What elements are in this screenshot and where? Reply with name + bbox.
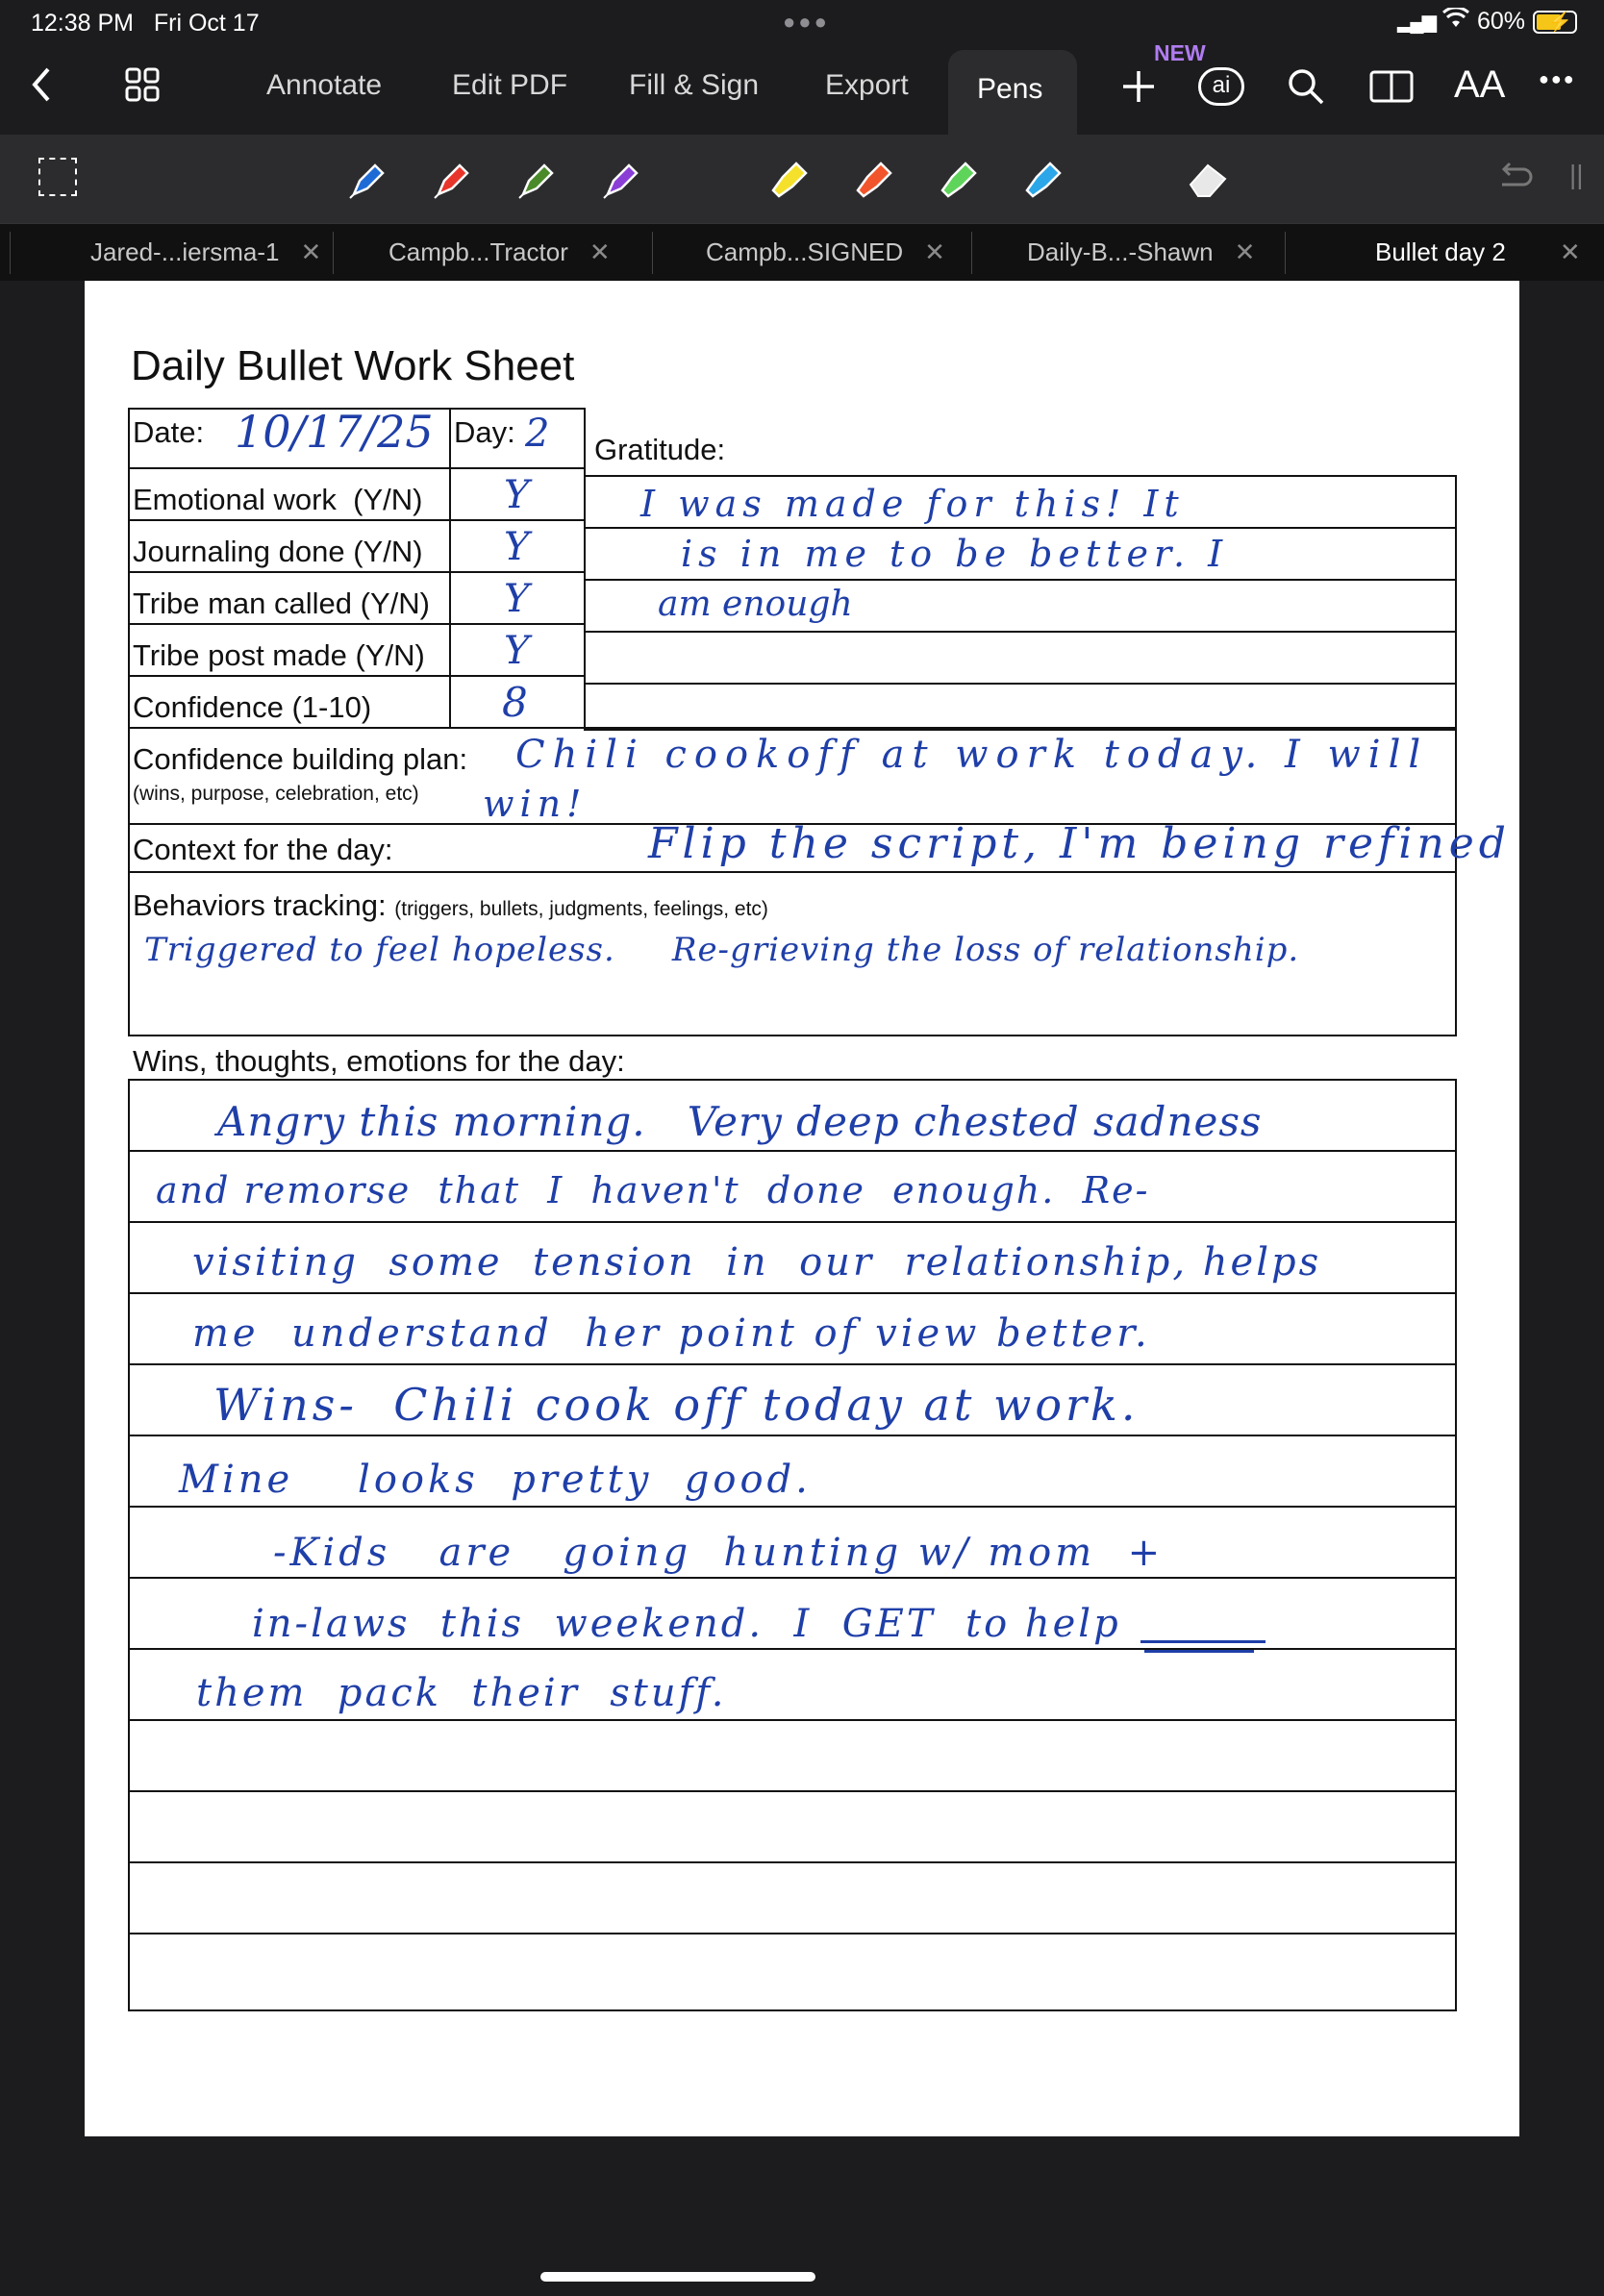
grid-view-icon[interactable] (125, 67, 160, 107)
date-value: 10/17/25 (235, 406, 434, 458)
status-bar (0, 0, 1604, 46)
doc-tab-4[interactable]: Daily-B...-Shawn ✕ (1027, 237, 1256, 266)
wins-line-7: -Kids are going hunting w/ mom + (273, 1531, 1165, 1575)
add-plus-icon[interactable] (1119, 67, 1158, 106)
tribe-call-value: Y (504, 577, 530, 621)
undo-icon[interactable] (1496, 160, 1535, 199)
close-tab-icon[interactable]: ✕ (1559, 237, 1581, 266)
tribe-call-label: Tribe man called (Y/N) (133, 586, 430, 620)
day-label: Day: (454, 415, 515, 449)
cellular-signal-icon: ▂▄▆ (1397, 12, 1435, 33)
get-underline-2 (1144, 1650, 1254, 1653)
yellow-highlighter-icon[interactable] (767, 158, 810, 200)
green-highlighter-icon[interactable] (937, 158, 979, 200)
emotional-work-value: Y (504, 473, 530, 517)
new-badge: NEW (1154, 40, 1206, 65)
document-tabs (0, 223, 1604, 281)
context-label: Context for the day: (133, 833, 393, 866)
battery-percent: 60% (1476, 8, 1525, 35)
tab-export[interactable]: Export (825, 69, 909, 101)
blue-pen-icon[interactable] (346, 158, 388, 200)
behaviors-value: Triggered to feel hopeless. Re-grieving the loss of relationship. (144, 931, 1300, 969)
ai-assistant-icon[interactable]: ai (1198, 67, 1244, 106)
tribe-post-value: Y (504, 629, 530, 673)
wifi-icon (1442, 8, 1469, 36)
more-options-icon[interactable]: ●●● (1539, 69, 1576, 88)
get-underline (1140, 1640, 1266, 1643)
wins-line-8: in-laws this weekend. I GET to help (252, 1602, 1121, 1646)
purple-pen-icon[interactable] (600, 158, 642, 200)
main-toolbar (0, 40, 1604, 135)
doc-tab-3[interactable]: Campb...SIGNED ✕ (706, 237, 945, 266)
tab-edit-pdf[interactable]: Edit PDF (452, 69, 568, 101)
blue-highlighter-icon[interactable] (1021, 158, 1064, 200)
emotional-work-label: Emotional work (Y/N) (133, 483, 423, 516)
gratitude-line-2: is in me to be better. I (681, 533, 1229, 575)
journaling-value: Y (504, 525, 530, 569)
wins-line-6: Mine looks pretty good. (179, 1458, 812, 1502)
confidence-value: 8 (502, 679, 528, 726)
gratitude-line-1: I was made for this! It (640, 483, 1185, 525)
wins-line-1: Angry this morning. Very deep chested sadness (217, 1098, 1263, 1145)
multitask-dots-icon[interactable]: ●●● (783, 10, 830, 34)
gratitude-label: Gratitude: (594, 433, 726, 466)
close-tab-icon[interactable]: ✕ (589, 237, 611, 266)
gratitude-line-3: am enough (658, 585, 853, 624)
close-tab-icon[interactable]: ✕ (924, 237, 945, 266)
battery-charging-icon: ⚡ (1533, 11, 1577, 34)
tab-annotate[interactable]: Annotate (266, 69, 383, 101)
doc-tab-1[interactable]: Jared-...iersma-1 ✕ (90, 237, 322, 266)
red-highlighter-icon[interactable] (852, 158, 894, 200)
tab-pens[interactable]: Pens (948, 50, 1077, 135)
page-title: Daily Bullet Work Sheet (131, 342, 575, 389)
pause-icon[interactable]: || (1569, 160, 1584, 189)
confidence-plan-sub: (wins, purpose, celebration, etc) (133, 783, 419, 805)
status-right (1397, 8, 1577, 36)
search-icon[interactable] (1287, 67, 1325, 111)
eraser-icon[interactable] (1187, 158, 1229, 200)
confidence-label: Confidence (1-10) (133, 690, 372, 724)
tribe-post-label: Tribe post made (Y/N) (133, 638, 425, 672)
behaviors-sub: (triggers, bullets, judgments, feelings, etc) (394, 898, 768, 920)
pen-tray (0, 135, 1604, 223)
lasso-select-icon[interactable] (38, 158, 77, 196)
home-indicator[interactable] (540, 2272, 815, 2282)
doc-tab-active[interactable]: Bullet day 2 ✕ (1375, 237, 1581, 266)
red-pen-icon[interactable] (431, 158, 473, 200)
day-value: 2 (525, 412, 550, 456)
wins-line-5: Wins- Chili cook off today at work. (213, 1379, 1140, 1431)
behaviors-label: Behaviors tracking: (triggers, bullets, judgments, feelings, etc) (133, 888, 768, 922)
tab-fill-sign[interactable]: Fill & Sign (629, 69, 760, 101)
wins-label: Wins, thoughts, emotions for the day: (133, 1044, 625, 1078)
close-tab-icon[interactable]: ✕ (300, 237, 322, 266)
text-size-icon[interactable]: AA (1454, 63, 1506, 106)
date-label: Date: (133, 415, 205, 449)
wins-line-9: them pack their stuff. (196, 1671, 727, 1715)
green-pen-icon[interactable] (515, 158, 558, 200)
context-value: Flip the script, I'm being refined (648, 819, 1511, 868)
confidence-plan-line-1: Chili cookoff at work today. I will (515, 733, 1429, 777)
confidence-plan-label: Confidence building plan: (133, 742, 468, 776)
status-time: 12:38 PM Fri Oct 17 (31, 10, 260, 37)
doc-tab-2[interactable]: Campb...Tractor ✕ (388, 237, 611, 266)
back-chevron-icon[interactable] (29, 65, 52, 109)
book-view-icon[interactable] (1369, 69, 1414, 109)
wins-line-2: and remorse that I haven't done enough. Re- (156, 1169, 1150, 1211)
close-tab-icon[interactable]: ✕ (1234, 237, 1256, 266)
journaling-label: Journaling done (Y/N) (133, 535, 423, 568)
wins-line-4: me understand her point of view better. (192, 1311, 1151, 1356)
wins-line-3: visiting some tension in our relationship, helps (192, 1240, 1322, 1285)
confidence-plan-line-2: win! (483, 783, 588, 825)
pdf-page[interactable] (85, 281, 1519, 2136)
